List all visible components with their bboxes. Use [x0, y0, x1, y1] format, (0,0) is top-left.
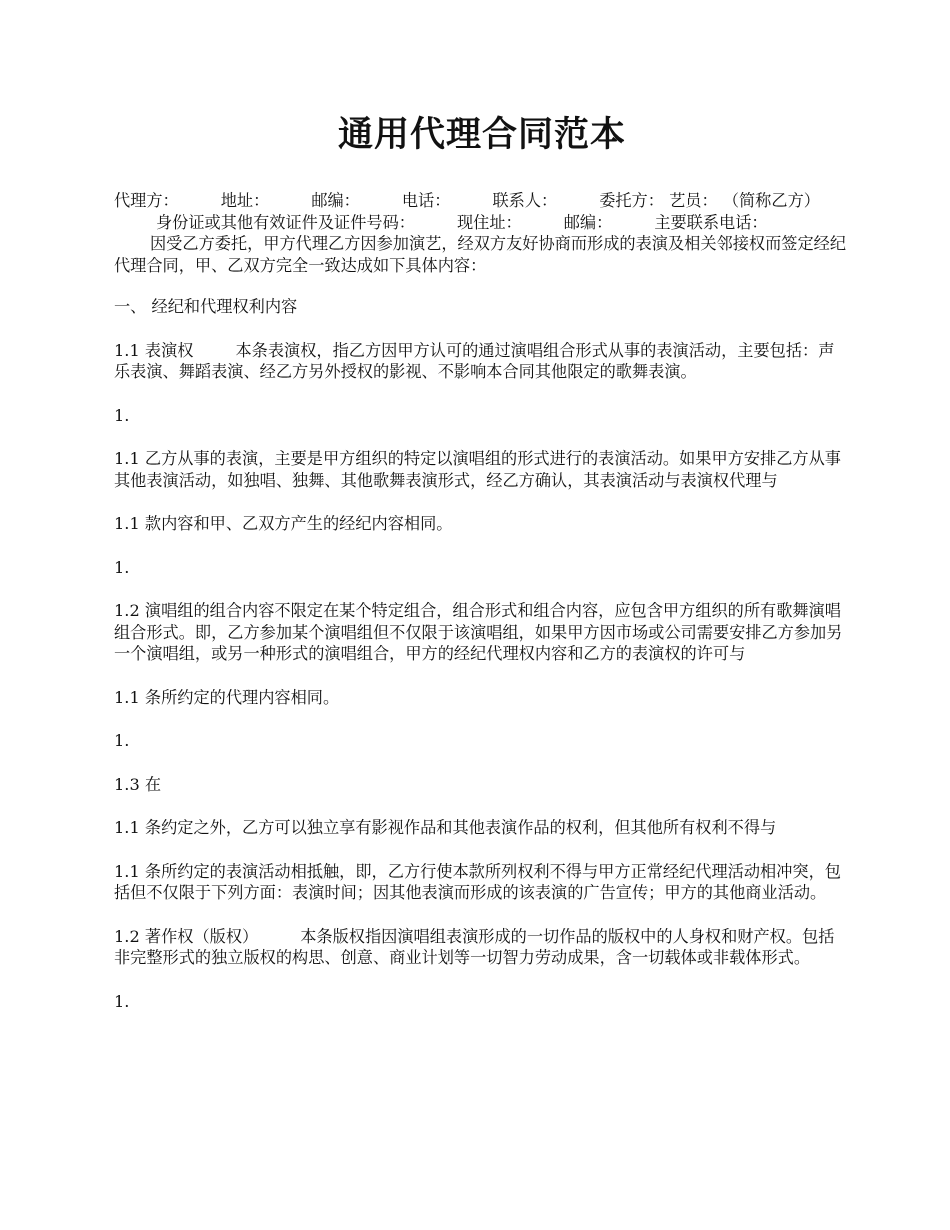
clause-paragraph: 1.1 条所约定的表演活动相抵触，即，乙方行使本款所列权利不得与甲方正常经纪代理活动相冲突，包括但不仅限于下列方面：表演时间；因其他表演而形成的该表演的广告宣传；甲方的其他商业活动。 — [114, 861, 841, 902]
field-abbrev-open: （简称乙 — [722, 191, 788, 210]
field-phone: 电话： — [401, 191, 451, 210]
document-title: 通用代理合同范本 — [337, 114, 626, 155]
intro-text: 因受乙方委托，甲方代理乙方因参加演艺，经双方友好协商而形成的表演及相关邻接权而签定经纪代理合同，甲、乙双方完全一致达成如下具体内容： — [114, 234, 847, 275]
numbering-fragment: 1. — [114, 557, 130, 577]
clause-paragraph: 1.2 演唱组的组合内容不限定在某个特定组合，组合形式和组合内容，应包含甲方组织的所有歌舞演唱组合形式。即，乙方参加某个演唱组但不仅限于该演唱组，如果甲方因市场或公司需要安排乙方参加另一个演唱组，或另一种形式的演唱组合，甲方的经纪代理权内容和乙方的表演权的许可与 — [114, 601, 843, 663]
field-current-address: 现住址： — [457, 212, 522, 232]
clause-paragraph: 1.1 条约定之外，乙方可以独立享有影视作品和其他表演作品的权利，但其他所有权利不得与 — [114, 818, 777, 837]
clause-paragraph: 1.1 条所约定的代理内容相同。 — [114, 687, 340, 707]
numbering-fragment: 1. — [114, 405, 130, 425]
field-main-phone: 主要联系电话： — [654, 212, 768, 232]
clause-paragraph: 1.1 乙方从事的表演，主要是甲方组织的特定以演唱组的形式进行的表演活动。如果甲方安排乙方从事其他表演活动，如独唱、独舞、其他歌舞表演形式，经乙方确认，其表演活动与表演权代理与 — [114, 449, 841, 490]
clause-copyright — [114, 926, 850, 969]
clause-body: 本条版权指因演唱组表演形成的一切作品的版权中的人身权和财产权。包括非完整形式的独立版权的构思、创意、商业计划等一切智力劳动成果，含一切载体或非载体形式。 — [114, 926, 835, 967]
field-postcode-2: 邮编： — [563, 212, 613, 232]
field-postcode: 邮编： — [311, 191, 360, 210]
field-abbrev-close: 方） — [787, 191, 820, 210]
clause-label: 1.2 著作权（版权） — [114, 926, 259, 946]
clause-performance-right — [114, 340, 850, 383]
field-contact: 联系人： — [492, 191, 558, 210]
document-page — [114, 110, 850, 1034]
field-artist: 艺员： — [669, 191, 718, 210]
party-info-block — [114, 190, 850, 276]
clause-paragraph: 1.3 在 — [114, 774, 162, 794]
field-principal: 委托方： — [599, 191, 664, 210]
clause-paragraph: 1.1 款内容和甲、乙双方产生的经纪内容相同。 — [114, 514, 453, 533]
section-heading-1: 一、 经纪和代理权利内容 — [114, 297, 298, 316]
field-address: 地址： — [220, 191, 270, 210]
numbering-fragment: 1. — [114, 991, 130, 1011]
field-agent: 代理方： — [114, 191, 179, 210]
field-id-number: 身份证或其他有效证件及证件号码： — [156, 212, 415, 232]
clause-body: 本条表演权，指乙方因甲方认可的通过演唱组合形式从事的表演活动，主要包括：声乐表演、舞蹈表演、经乙方另外授权的影视、不影响本合同其他限定的歌舞表演。 — [114, 340, 835, 381]
clause-label: 1.1 表演权 — [114, 340, 194, 360]
numbering-fragment: 1. — [114, 731, 130, 750]
